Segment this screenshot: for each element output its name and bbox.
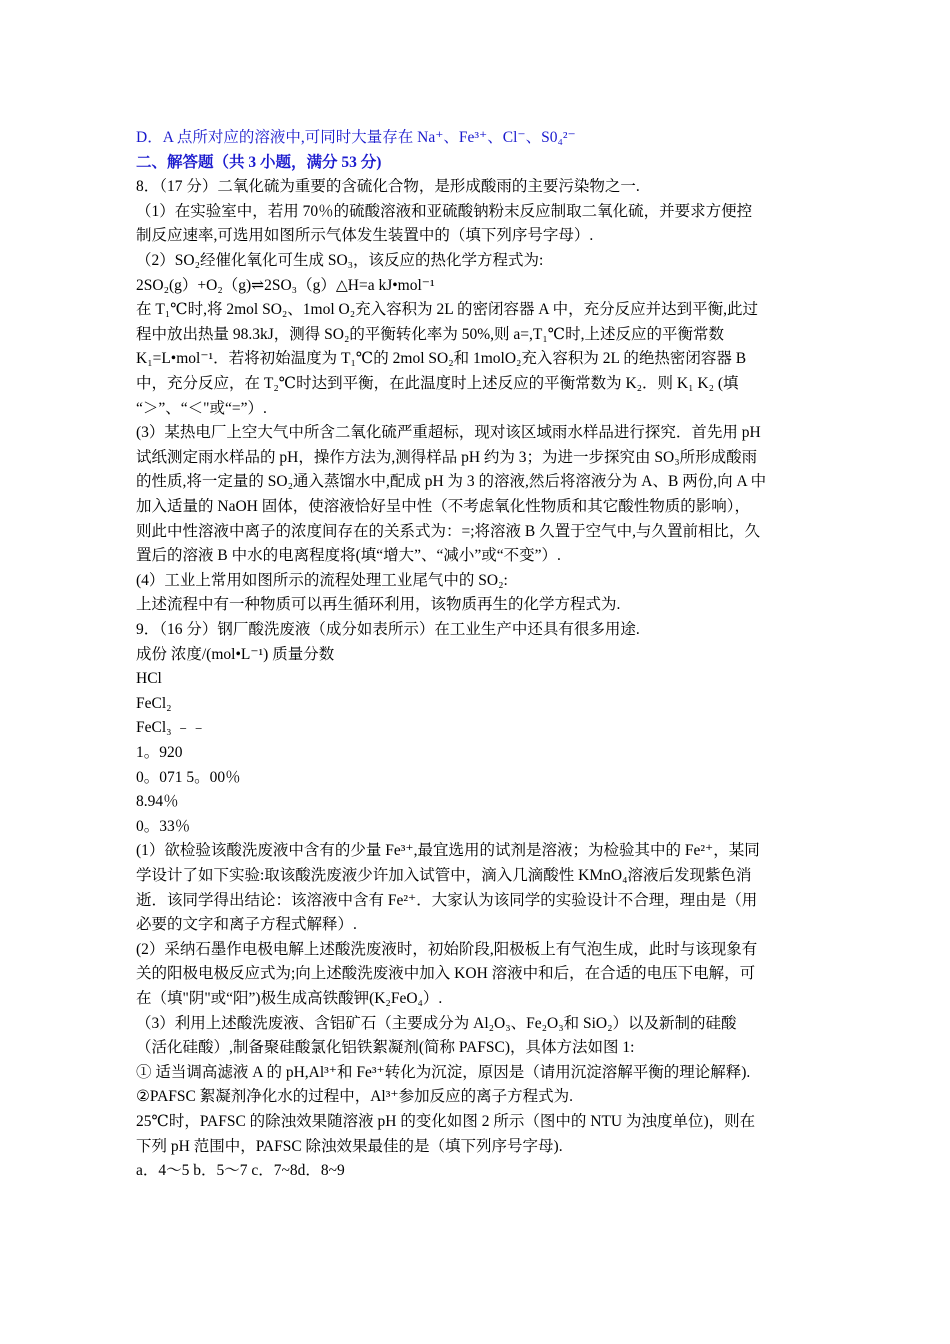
text-line: 下列 pH 范围中，PAFSC 除浊效果最佳的是（填下列序号字母). — [136, 1137, 563, 1155]
text-line: K₁=L•mol⁻¹．若将初始温度为 T₁℃的 2mol SO₂和 1molO₂充入容积为 2L 的绝热密闭容器 B — [136, 350, 747, 368]
text-line: 8．（17 分）二氧化硫为重要的含硫化合物，是形成酸雨的主要污染物之一. — [136, 178, 640, 196]
text-line: 0。071 5。00％ — [136, 768, 241, 786]
text-line: 关的阳极电极反应式为;向上述酸洗废液中加入 KOH 溶液中和后，在合适的电压下电解，可 — [136, 965, 756, 983]
text-line: 1。920 — [136, 744, 183, 761]
text-line: 制反应速率,可选用如图所示气体发生装置中的（填下列序号字母）. — [136, 227, 594, 245]
text-line: a．4～5 b．5～7 c．7~8d．8~9 — [136, 1162, 345, 1180]
text-line: (3）某热电厂上空大气中所含二氧化硫严重超标，现对该区域雨水样品进行探究．首先用 pH — [136, 424, 761, 442]
text-line: 在 T₁℃时,将 2mol SO₂、1mol O₂充入容积为 2L 的密闭容器 A 中，充分反应并达到平衡,此过 — [136, 301, 758, 319]
text-line: (2）采纳石墨作电极电解上述酸洗废液时，初始阶段,阳极板上有气泡生成，此时与该现象有 — [136, 940, 758, 958]
text-line: 逝．该同学得出结论：该溶液中含有 Fe²⁺．大家认为该同学的实验设计不合理，理由是（用 — [136, 891, 758, 909]
text-line: 必要的文字和离子方程式解释）. — [136, 916, 357, 934]
text-line: （1）在实验室中，若用 70％的硫酸溶液和亚硫酸钠粉末反应制取二氧化硫，并要求方便控 — [136, 202, 753, 220]
text-line: （2）SO₂经催化氧化可生成 SO₃，该反应的热化学方程式为: — [136, 252, 544, 269]
text-line: D．A 点所对应的溶液中,可同时大量存在 Na⁺、Fe³⁺、Cl⁻、S0₄²⁻ — [136, 129, 576, 146]
text-line: HCl — [136, 670, 162, 688]
text-line: 成份 浓度/(mol•L⁻¹) 质量分数 — [136, 645, 335, 663]
text-line: 则此中性溶液中离子的浓度间存在的关系式为：=;将溶液 B 久置于空气中,与久置前相比，久 — [136, 522, 761, 540]
text-line: （活化硅酸）,制备聚硅酸氯化铝铁絮凝剂(简称 PAFSC)，具体方法如图 1: — [136, 1039, 635, 1057]
text-line: 二、解答题（共 3 小题，满分 53 分) — [136, 153, 382, 171]
text-line: （3）利用上述酸洗废液、含铝矿石（主要成分为 Al₂O₃、Fe₂O₃和 SiO₂）以及新制的硅酸 — [136, 1014, 737, 1032]
text-line: FeCl₃ ﹣﹣ — [136, 719, 207, 737]
text-line: ②PAFSC 絮凝剂净化水的过程中，Al³⁺参加反应的离子方程式为. — [136, 1088, 573, 1106]
text-line: (4）工业上常用如图所示的流程处理工业尾气中的 SO₂: — [136, 571, 508, 589]
text-line: 的性质,将一定量的 SO₂通入蒸馏水中,配成 pH 为 3 的溶液,然后将溶液分为 A、B 两份,向 A 中 — [136, 473, 767, 491]
text-line: 中，充分反应，在 T₂℃时达到平衡，在此温度时上述反应的平衡常数为 K₂．则 K₁ K₂ (填 — [136, 375, 739, 392]
text-line: (1）欲检验该酸洗废液中含有的少量 Fe³⁺,最宜选用的试剂是溶液；为检验其中的 Fe²⁺，某同 — [136, 842, 760, 860]
text-line: 2SO₂(g）+O₂（g)⇌2SO₃（g）△H=a kJ•mol⁻¹ — [136, 276, 435, 294]
text-line: 试纸测定雨水样品的 pH，操作方法为,测得样品 pH 约为 3；为进一步探究由 SO₃所形成酸雨 — [136, 448, 758, 466]
text-line: 程中放出热量 98.3kJ，测得 SO₂的平衡转化率为 50%,则 a=,T₁℃时,上述反应的平衡常数 — [136, 325, 724, 343]
text-line: 9．（16 分）钢厂酸洗废液（成分如表所示）在工业生产中还具有很多用途. — [136, 621, 640, 638]
text-line: 学设计了如下实验:取该酸洗废液少许加入试管中，滴入几滴酸性 KMnO₄溶液后发现紫色消 — [136, 867, 752, 884]
text-line: 加入适量的 NaOH 固体，使溶液恰好呈中性（不考虑氧化性物质和其它酸性物质的影响）， — [136, 498, 750, 515]
text-line: 25℃时，PAFSC 的除浊效果随溶液 pH 的变化如图 2 所示（图中的 NTU 为浊度单位)，则在 — [136, 1113, 756, 1130]
text-line: 0。33％ — [136, 817, 191, 835]
text-line: FeCl₂ — [136, 694, 172, 712]
text-line: 在（填"阴"或“阳”)极生成高铁酸钾(K₂FeO₄）. — [136, 990, 443, 1007]
text-line: 8.94％ — [136, 793, 179, 811]
text-line: 上述流程中有一种物质可以再生循环利用，该物质再生的化学方程式为. — [136, 596, 621, 614]
text-line: “＞”、“＜"或“=”）. — [136, 399, 267, 417]
text-line: 置后的溶液 B 中水的电离程度将(填“增大”、“减小”或“不变”）. — [136, 547, 561, 565]
text-line: ① 适当调高滤液 A 的 pH,Al³⁺和 Fe³⁺转化为沉淀，原因是（请用沉淀溶解平衡的理论解释). — [136, 1063, 751, 1081]
